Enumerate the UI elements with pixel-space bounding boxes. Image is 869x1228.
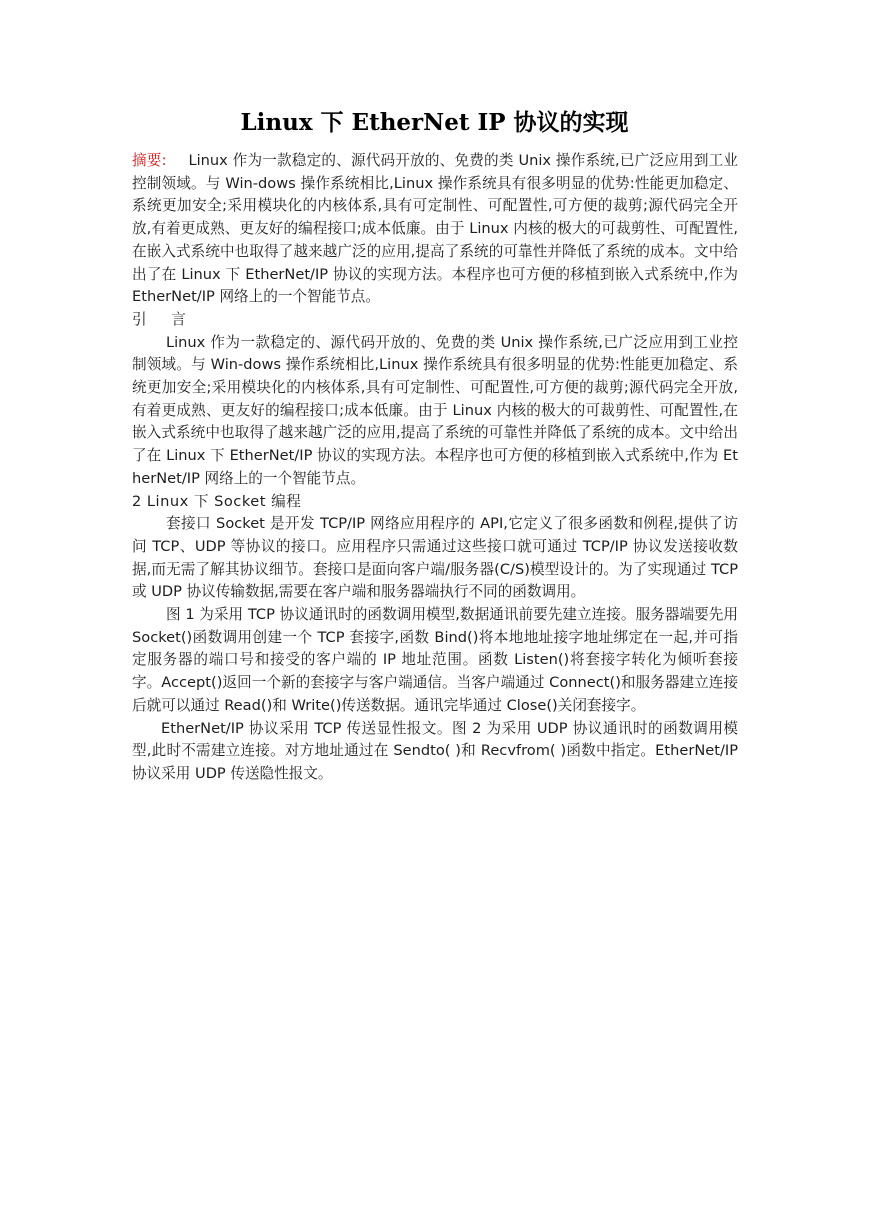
document-title: Linux 下 EtherNet IP 协议的实现 — [240, 109, 629, 136]
section2-paragraph-1: 套接口 Socket 是开发 TCP/IP 网络应用程序的 API,它定义了很多函数和例程,提供了访问 TCP、UDP 等协议的接口。应用程序只需通过这些接口就可通过 TCP/IP 协议发送接收数据,而无需了解其协议细节。套接口是面向客户端/服务器(C/S)模型设计的。为了实现通过 TCP 或 UDP 协议传输数据,需要在客户端和服务器端执行不同的函数调用。 — [132, 515, 738, 601]
section2-heading: 2 Linux 下 Socket 编程 — [132, 492, 302, 510]
intro-heading: 引 言 — [132, 310, 196, 328]
section2-paragraph-2: 图 1 为采用 TCP 协议通讯时的函数调用模型,数据通讯前要先建立连接。服务器端要先用 Socket()函数调用创建一个 TCP 套接字,函数 Bind()将本地地址接字地址绑定在一起,并可指定服务器的端口号和接受的客户端的 IP 地址范围。函数 Listen()将套接字转化为倾听套接字。Accept()返回一个新的套接字与客户端通信。当客户端通过 Connect()和服务器建立连接后就可以通过 Read()和 Write()传送数据。通讯完毕通过 Close()关闭套接字。 — [132, 606, 738, 714]
intro-paragraph: Linux 作为一款稳定的、源代码开放的、免费的类 Unix 操作系统,已广泛应用到工业控制领域。与 Win-dows 操作系统相比,Linux 操作系统具有很多明显的优势:性能更加稳定、系统更加安全;采用模块化的内核体系,具有可定制性、可配置性,可方便的裁剪;源代码完全开放,有着更成熟、更友好的编程接口;成本低廉。由于 Linux 内核的极大的可裁剪性、可配置性,在嵌入式系统中也取得了越来越广泛的应用,提高了系统的可靠性并降低了系统的成本。文中给出了在 Linux 下 EtherNet/IP 协议的实现方法。本程序也可方便的移植到嵌入式系统中,作为 EtherNet/IP 网络上的一个智能节点。 — [132, 333, 738, 487]
abstract-text: Linux 作为一款稳定的、源代码开放的、免费的类 Unix 操作系统,已广泛应用到工业控制领域。与 Win-dows 操作系统相比,Linux 操作系统具有很多明显的优势:性能更加稳定、系统更加安全;采用模块化的内核体系,具有可定制性、可配置性,可方便的裁剪;源代码完全开放,有着更成熟、更友好的编程接口;成本低廉。由于 Linux 内核的极大的可裁剪性、可配置性,在嵌入式系统中也取得了越来越广泛的应用,提高了系统的可靠性并降低了系统的成本。文中给出了在 Linux 下 EtherNet/IP 协议的实现方法。本程序也可方便的移植到嵌入式系统中,作为 EtherNet/IP 网络上的一个智能节点。 — [132, 152, 738, 306]
section2-paragraph-3: EtherNet/IP 协议采用 TCP 传送显性报文。图 2 为采用 UDP 协议通讯时的函数调用模型,此时不需建立连接。对方地址通过在 Sendto( )和 Recvfrom( )函数中指定。EtherNet/IP 协议采用 UDP 传送隐性报文。 — [132, 719, 738, 782]
document-body — [132, 150, 738, 786]
abstract-label: 摘要: — [132, 152, 167, 169]
abstract-paragraph — [132, 150, 738, 309]
